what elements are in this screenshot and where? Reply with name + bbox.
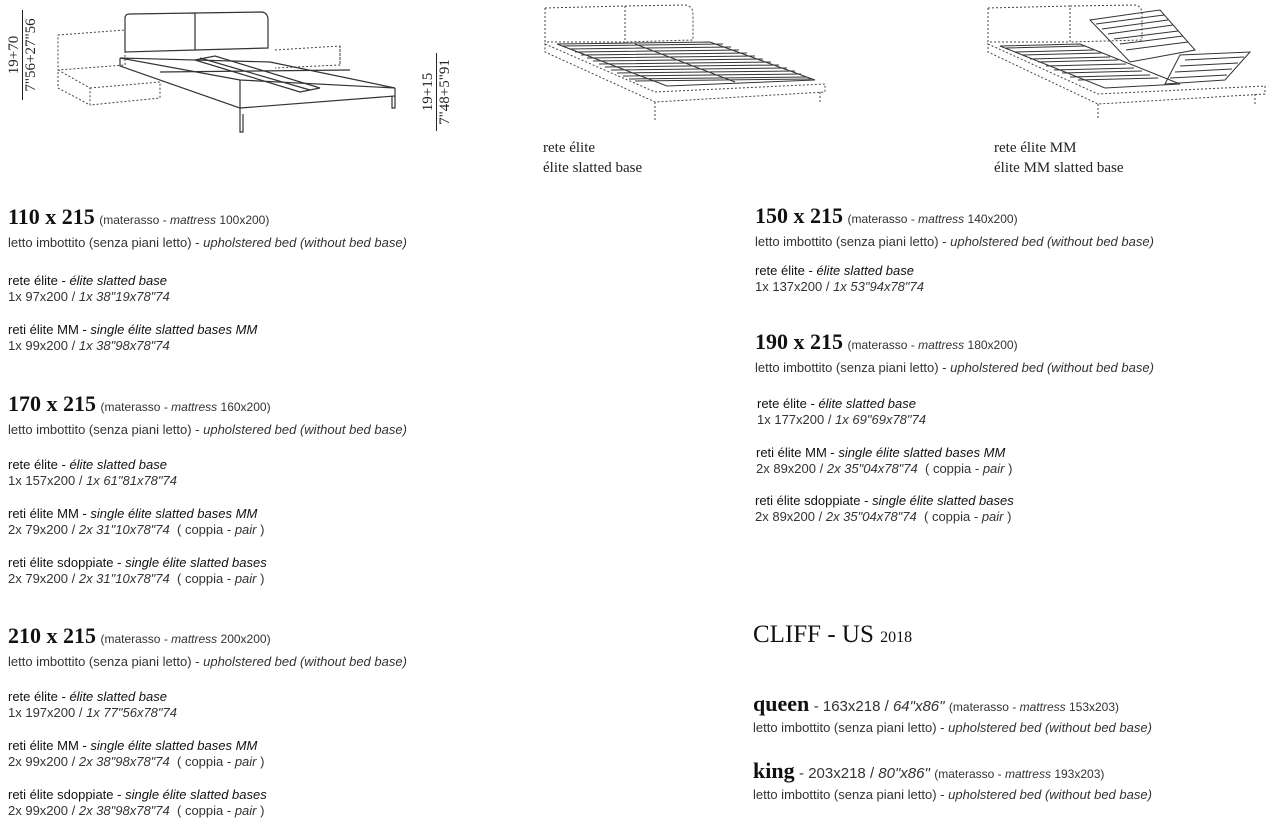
mattress-size: 180x200 bbox=[967, 338, 1014, 352]
caption-elite-mm bbox=[994, 138, 1124, 178]
mm-cm: 2x 79x200 bbox=[8, 522, 68, 537]
mm-in: 2x 35"04x78"74 bbox=[826, 461, 918, 476]
elite-in: 1x 38"19x78"74 bbox=[78, 289, 170, 304]
king-in: 80"x86" bbox=[878, 765, 930, 782]
mm-in: 1x 38"98x78"74 bbox=[78, 338, 170, 353]
size-title: 150 x 215 bbox=[755, 203, 843, 228]
sdop-in: 2x 35"04x78"74 bbox=[825, 509, 917, 524]
elite-in: 1x 53"94x78"74 bbox=[833, 279, 924, 294]
king-mattress: 193x203 bbox=[1054, 767, 1101, 781]
king-title: king bbox=[753, 758, 795, 783]
mattress-size: 200x200 bbox=[220, 632, 267, 646]
elite-cm: 1x 137x200 bbox=[755, 279, 823, 294]
size-title: 110 x 215 bbox=[8, 204, 95, 229]
queen-title: queen bbox=[753, 691, 810, 716]
upholstered-it: letto imbottito (senza piani letto) bbox=[8, 235, 192, 250]
us-king-block: king - 203x218 / 80"x86" (materasso - mattress 193x203) letto imbottito (senza piani letto) - upholstered bed (without bed base) bbox=[753, 758, 1152, 802]
mattress-size: 140x200 bbox=[967, 212, 1014, 226]
size-block-210: 210 x 215 (materasso - mattress 200x200) letto imbottito (senza piani letto) - upholstered bed (without bed base) rete élite - élite slatted base 1x 197x200 / 1x 77"56x78"74 reti élite MM - single élite slatted bases MM 2x 99x200 / 2x 38"98x78"74 ( coppia - pair ) reti élite sdoppiate - single élite slatted bases 2x 99x200 / 2x 38"98x78"74 ( coppia - pair ) bbox=[8, 623, 407, 818]
mm-cm: 2x 99x200 bbox=[8, 754, 68, 769]
dim-right-bottom: 7"48+5"91 bbox=[437, 59, 453, 125]
mm-cm: 1x 99x200 bbox=[8, 338, 68, 353]
us-queen-block: queen - 163x218 / 64"x86" (materasso - mattress 153x203) letto imbottito (senza piani letto) - upholstered bed (without bed base) bbox=[753, 691, 1152, 735]
mm-label-en: single élite slatted bases MM bbox=[90, 322, 258, 337]
size-title: 190 x 215 bbox=[755, 329, 843, 354]
bed-drawing-upholstered bbox=[50, 10, 410, 140]
elite-slatted-base-illustration bbox=[535, 2, 835, 127]
bed-drawing-elite bbox=[535, 2, 835, 127]
mm-cm: 2x 89x200 bbox=[756, 461, 816, 476]
caption-mm-en: élite MM slatted base bbox=[994, 160, 1124, 176]
brand-year: 2018 bbox=[880, 629, 913, 646]
bed-frame-illustration bbox=[50, 10, 410, 140]
mattress-size: 100x200 bbox=[219, 213, 266, 227]
queen-in: 64"x86" bbox=[892, 698, 945, 715]
mattress-label-it: materasso bbox=[103, 213, 160, 227]
size-block-190: 190 x 215 (materasso - mattress 180x200) letto imbottito (senza piani letto) - upholstered bed (without bed base) rete élite - élite slatted base 1x 177x200 / 1x 69"69x78"74 reti élite MM - single élite slatted bases MM 2x 89x200 / 2x 35"04x78"74 ( coppia - pair ) reti élite sdoppiate - single élite slatted bases 2x 89x200 / 2x 35"04x78"74 ( coppia - pair ) bbox=[755, 329, 1154, 524]
mm-in: 2x 31"10x78"74 bbox=[78, 522, 170, 537]
elite-label-en: élite slatted base bbox=[69, 273, 168, 288]
elite-in: 1x 77"56x78"74 bbox=[86, 705, 177, 720]
elite-in: 1x 69"69x78"74 bbox=[835, 412, 926, 427]
sdop-cm: 2x 79x200 bbox=[8, 571, 68, 586]
size-title: 170 x 215 bbox=[8, 391, 96, 416]
elite-label-it: rete élite bbox=[8, 273, 58, 288]
caption-elite-it: rete élite bbox=[543, 140, 596, 156]
dimension-right bbox=[420, 53, 453, 131]
sdop-in: 2x 31"10x78"74 bbox=[78, 571, 170, 586]
brand-heading bbox=[753, 621, 912, 649]
elite-mm-slatted-base-illustration bbox=[980, 0, 1267, 125]
sdop-cm: 2x 99x200 bbox=[8, 803, 68, 818]
size-block-110: 110 x 215 (materasso - mattress 100x200) letto imbottito (senza piani letto) - upholstered bed (without bed base) rete élite - élite slatted base 1x 97x200 / 1x 38"19x78"74 reti élite MM - single élite slatted bases MM 1x 99x200 / 1x 38"98x78"74 bbox=[8, 204, 407, 353]
elite-cm: 1x 197x200 bbox=[8, 705, 76, 720]
dim-left-bottom: 7"56+27"56 bbox=[23, 18, 39, 92]
dim-left-top: 19+70 bbox=[6, 10, 23, 100]
caption-elite-en: élite slatted base bbox=[543, 160, 643, 176]
dim-right-top: 19+15 bbox=[420, 53, 437, 131]
dimension-left bbox=[6, 10, 39, 100]
elite-in: 1x 61"81x78"74 bbox=[86, 473, 177, 488]
elite-cm: 1x 177x200 bbox=[757, 412, 825, 427]
elite-cm: 1x 97x200 bbox=[8, 289, 68, 304]
brand-name: CLIFF - US bbox=[753, 621, 874, 648]
elite-cm: 1x 157x200 bbox=[8, 473, 76, 488]
sdop-cm: 2x 89x200 bbox=[755, 509, 815, 524]
mattress-size: 160x200 bbox=[220, 400, 267, 414]
upholstered-en: upholstered bed (without bed base) bbox=[203, 235, 407, 250]
size-block-150: 150 x 215 (materasso - mattress 140x200) letto imbottito (senza piani letto) - upholstered bed (without bed base) rete élite - élite slatted base 1x 137x200 / 1x 53"94x78"74 bbox=[755, 203, 1154, 294]
king-dims: 203x218 / bbox=[808, 765, 875, 782]
mattress-label-en: mattress bbox=[169, 213, 216, 227]
size-title: 210 x 215 bbox=[8, 623, 96, 648]
queen-mattress: 153x203 bbox=[1068, 700, 1116, 714]
caption-mm-it: rete élite MM bbox=[994, 140, 1077, 156]
mm-label-it: reti élite MM bbox=[8, 322, 79, 337]
mm-in: 2x 38"98x78"74 bbox=[78, 754, 170, 769]
size-block-170: 170 x 215 (materasso - mattress 160x200) letto imbottito (senza piani letto) - upholstered bed (without bed base) rete élite - élite slatted base 1x 157x200 / 1x 61"81x78"74 reti élite MM - single élite slatted bases MM 2x 79x200 / 2x 31"10x78"74 ( coppia - pair ) reti élite sdoppiate - single élite slatted bases 2x 79x200 / 2x 31"10x78"74 ( coppia - pair ) bbox=[8, 391, 407, 586]
bed-drawing-elite-mm bbox=[980, 0, 1267, 125]
queen-dims: 163x218 / bbox=[822, 698, 889, 715]
caption-elite bbox=[543, 138, 642, 178]
sdop-in: 2x 38"98x78"74 bbox=[78, 803, 170, 818]
